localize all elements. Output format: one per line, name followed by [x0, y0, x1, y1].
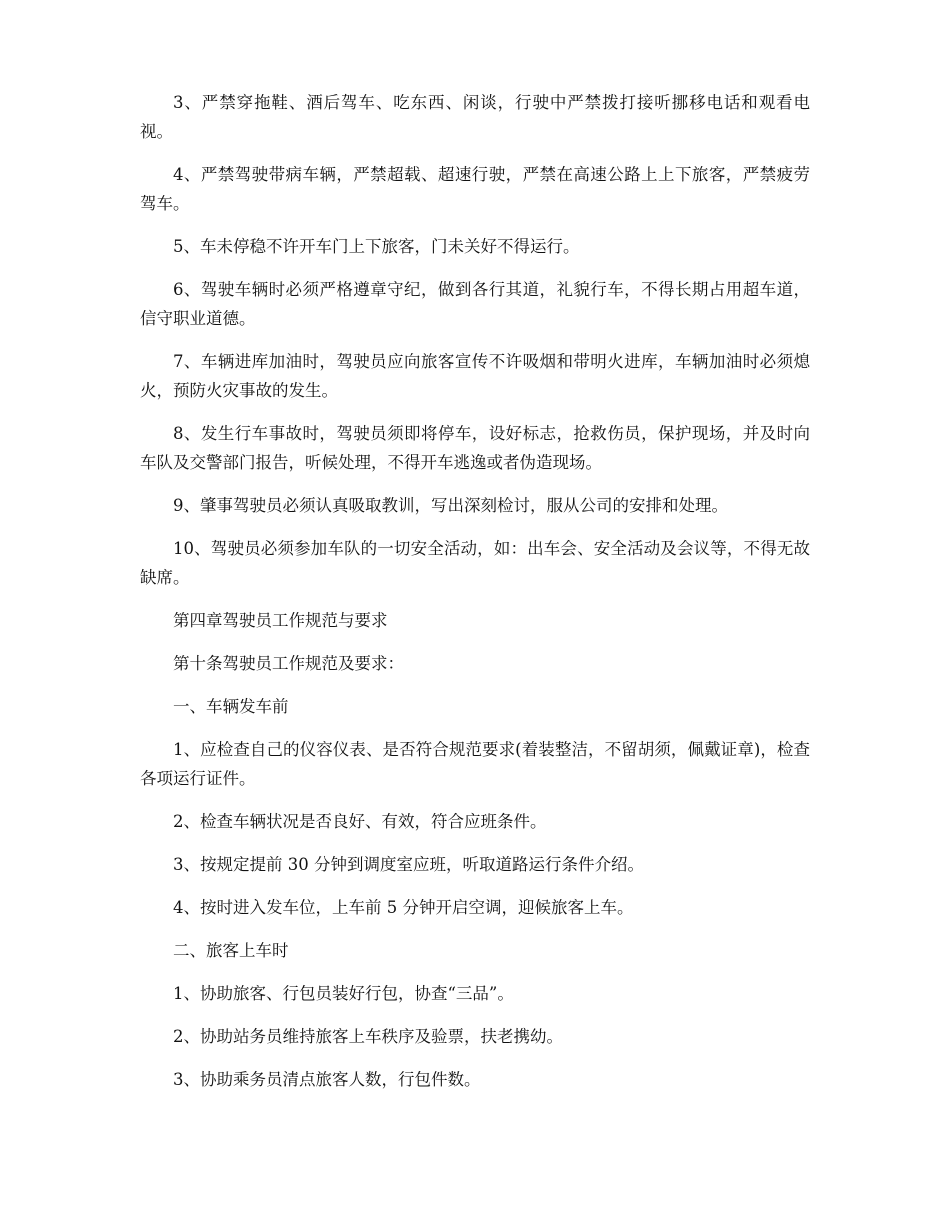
paragraph-rule-7: 7、车辆进库加油时，驾驶员应向旅客宣传不许吸烟和带明火进库，车辆加油时必须熄火，预防火灾事故的发生。: [140, 352, 810, 400]
paragraph-rule-4: 4、严禁驾驶带病车辆，严禁超载、超速行驶，严禁在高速公路上上下旅客，严禁疲劳驾车。: [140, 165, 810, 213]
article-heading: 第十条驾驶员工作规范及要求：: [173, 654, 404, 673]
paragraph-boarding-2: 2、协助站务员维持旅客上车秩序及验票，扶老携幼。: [173, 1027, 563, 1046]
paragraph-rule-3: 3、严禁穿拖鞋、酒后驾车、吃东西、闲谈，行驶中严禁拨打接听挪移电话和观看电视。: [140, 93, 810, 141]
paragraph-departure-1: 1、应检查自己的仪容仪表、是否符合规范要求(着装整洁，不留胡须，佩戴证章)，检查各项运行证件。: [140, 740, 810, 788]
paragraph-departure-2: 2、检查车辆状况是否良好、有效，符合应班条件。: [173, 812, 547, 831]
paragraph-rule-10: 10、驾驶员必须参加车队的一切安全活动，如：出车会、安全活动及会议等，不得无故缺席。: [140, 539, 810, 587]
paragraph-boarding-3: 3、协助乘务员清点旅客人数，行包件数。: [173, 1070, 481, 1089]
chapter-heading: 第四章驾驶员工作规范与要求: [173, 611, 388, 630]
document-body: [140, 88, 810, 1108]
paragraph-rule-6: 6、驾驶车辆时必须严格遵章守纪，做到各行其道，礼貌行车，不得长期占用超车道，信守职业道德。: [140, 280, 810, 328]
paragraph-departure-3: 3、按规定提前 30 分钟到调度室应班，听取道路运行条件介绍。: [173, 855, 644, 874]
section-heading-before-departure: 一、车辆发车前: [173, 697, 289, 716]
paragraph-rule-8: 8、发生行车事故时，驾驶员须即将停车，设好标志，抢救伤员，保护现场，并及时向车队及交警部门报告，听候处理，不得开车逃逸或者伪造现场。: [140, 424, 810, 472]
paragraph-rule-9: 9、肇事驾驶员必须认真吸取教训，写出深刻检讨，服从公司的安排和处理。: [173, 496, 728, 515]
paragraph-rule-5: 5、车未停稳不许开车门上下旅客，门未关好不得运行。: [173, 237, 580, 256]
paragraph-boarding-1: 1、协助旅客、行包员装好行包，协查“三品”。: [173, 984, 514, 1003]
section-heading-boarding: 二、旅客上车时: [173, 941, 289, 960]
paragraph-departure-4: 4、按时进入发车位，上车前 5 分钟开启空调，迎候旅客上车。: [173, 898, 634, 917]
